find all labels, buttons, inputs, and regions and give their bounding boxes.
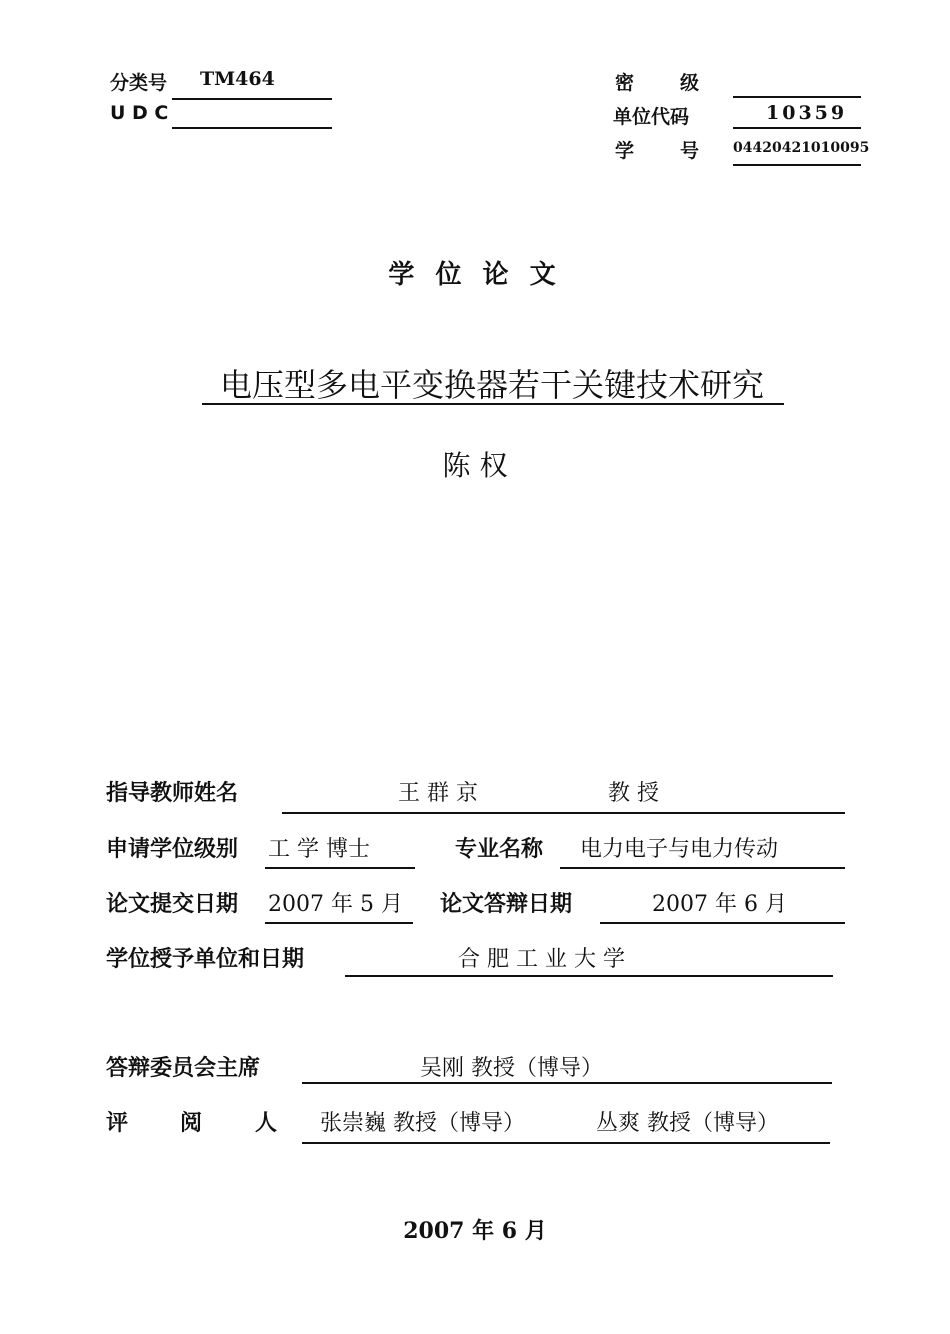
- chair-underline: [302, 1082, 832, 1084]
- degree-level-underline: [265, 867, 415, 869]
- classification-label: 分类号: [110, 72, 168, 94]
- grantor-label: 学位授予单位和日期: [106, 947, 305, 972]
- secret-underline: [733, 96, 861, 98]
- major-underline: [560, 867, 845, 869]
- submit-date-label: 论文提交日期: [106, 892, 239, 917]
- title-underline: [202, 403, 784, 405]
- classification-underline: [172, 98, 332, 100]
- reviewer-1: 张崇巍 教授（博导）: [320, 1111, 525, 1136]
- defense-date-underline: [600, 922, 845, 924]
- unit-code-label: 单位代码: [613, 106, 690, 128]
- student-id-label-2: 号: [680, 140, 700, 162]
- advisor-underline: [282, 812, 845, 814]
- chair-label: 答辩委员会主席: [106, 1056, 261, 1081]
- thesis-title: 电压型多电平变换器若干关键技术研究: [219, 366, 764, 404]
- advisor-title: 教 授: [608, 781, 659, 806]
- secret-label-1: 密: [615, 72, 635, 94]
- reviewer-label-1: 评: [106, 1111, 129, 1136]
- submit-date-underline: [265, 922, 413, 924]
- reviewer-underline: [302, 1142, 830, 1144]
- udc-underline: [172, 127, 332, 129]
- grantor-value: 合 肥 工 业 大 学: [458, 947, 625, 972]
- student-id-value: 04420421010095: [733, 140, 870, 156]
- degree-level-value: 工 学 博士: [268, 837, 370, 862]
- reviewer-2: 丛爽 教授（博导）: [596, 1111, 779, 1136]
- advisor-label: 指导教师姓名: [106, 781, 239, 806]
- defense-date-label: 论文答辩日期: [440, 892, 573, 917]
- submit-date-value: 2007 年 5 月: [268, 892, 403, 917]
- chair-value: 吴刚 教授（博导）: [420, 1056, 603, 1081]
- student-id-label-1: 学: [615, 140, 635, 162]
- footer-date: 2007 年 6 月: [403, 1218, 547, 1244]
- doc-type: 学 位 论 文: [388, 260, 562, 290]
- advisor-name: 王 群 京: [398, 781, 478, 806]
- grantor-underline: [345, 975, 833, 977]
- author-name: 陈 权: [442, 449, 508, 482]
- udc-label: U D C: [110, 102, 169, 124]
- defense-date-value: 2007 年 6 月: [652, 892, 787, 917]
- reviewer-label-3: 人: [255, 1111, 278, 1136]
- classification-value: TM464: [200, 68, 275, 90]
- degree-level-label: 申请学位级别: [106, 837, 239, 862]
- secret-label-2: 级: [680, 72, 700, 94]
- major-value: 电力电子与电力传动: [580, 837, 779, 862]
- unit-code-underline: [733, 127, 861, 129]
- student-id-underline: [733, 164, 861, 166]
- reviewer-label-2: 阅: [180, 1111, 203, 1136]
- major-label: 专业名称: [455, 837, 544, 862]
- unit-code-value: 10359: [766, 102, 848, 124]
